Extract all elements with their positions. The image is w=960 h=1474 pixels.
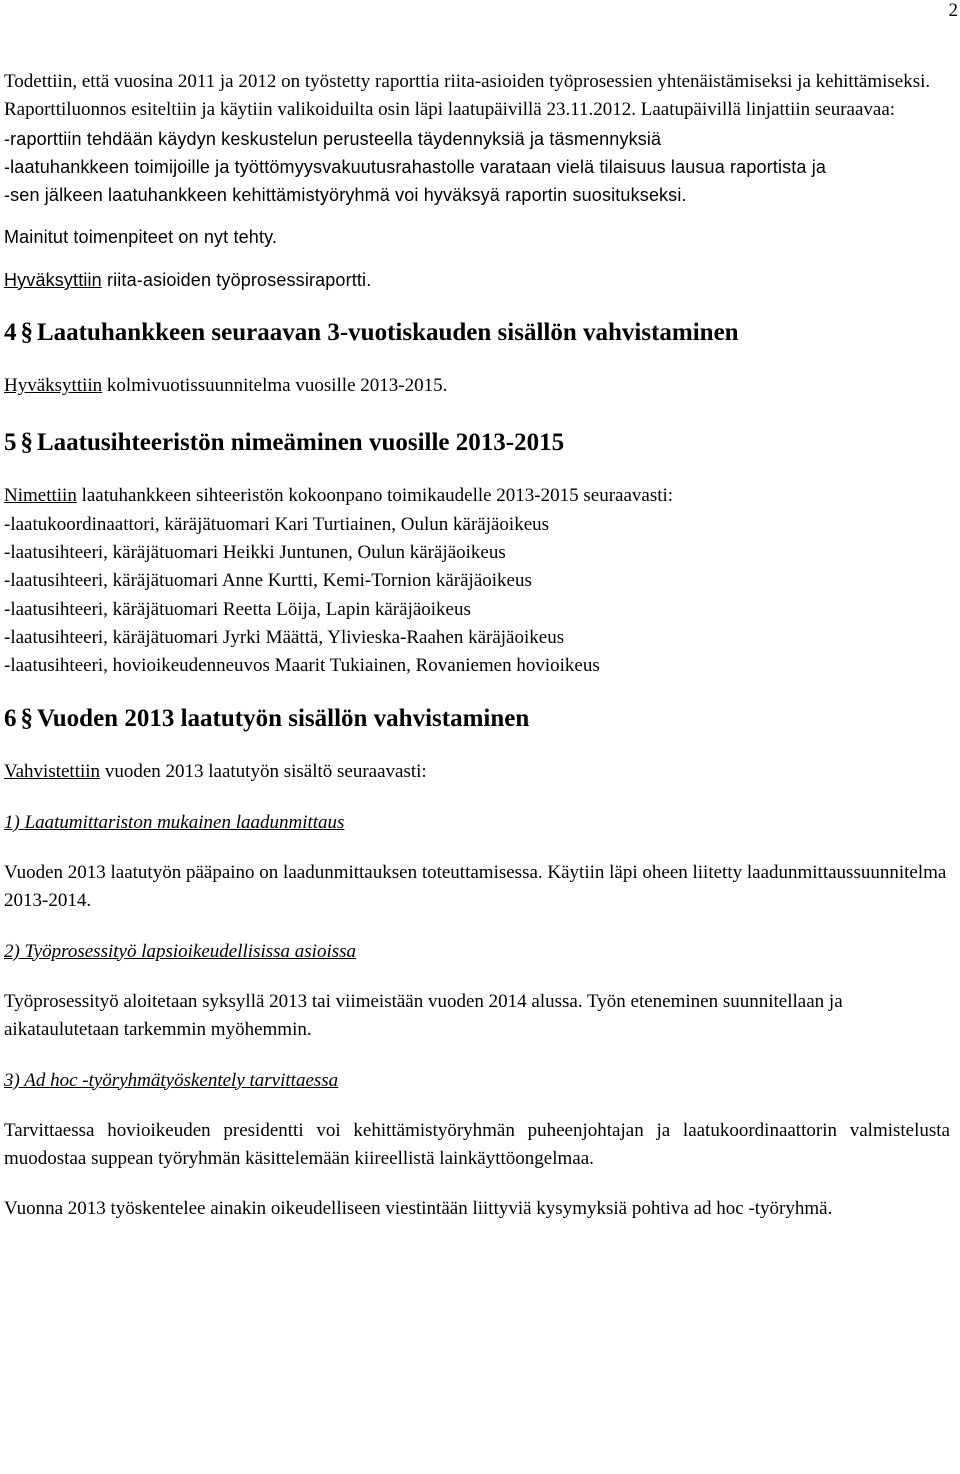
subsection-3-text-2: Vuonna 2013 työskentelee ainakin oikeudelliseen viestintään liittyviä kysymyksiä pohtiva ad hoc -työryhmä. bbox=[4, 1198, 833, 1220]
section-5-number: 5 bbox=[4, 429, 17, 457]
section-5-title: Laatusihteeristön nimeäminen vuosille 2013-2015 bbox=[37, 429, 565, 457]
section-6-rest: vuoden 2013 laatutyön sisältö seuraavasti: bbox=[100, 761, 427, 783]
subsection-1-title: 1) Laatumittariston mukainen laadunmittaus bbox=[4, 811, 345, 833]
intro-item-1: -raporttiin tehdään käydyn keskustelun perusteella täydennyksiä ja täsmennyksiä bbox=[4, 128, 662, 149]
section-4-title: Laatuhankkeen seuraavan 3-vuotiskauden sisällön vahvistaminen bbox=[37, 319, 739, 347]
section-5-heading bbox=[4, 426, 950, 460]
subsection-3-text: Tarvittaessa hovioikeuden presidentti voi kehittämistyöryhmän puheenjohtajan ja laatukoordinaattorin valmistelusta muodostaa suppean työryhmän käsittelemään kiireellistä lainkäyttöongelmaa. bbox=[4, 1119, 950, 1170]
intro-paragraph: Todettiin, että vuosina 2011 ja 2012 on työstetty raporttia riita-asioiden työprosessien yhtenäistämiseksi ja kehittämiseksi. Raporttiluonnos esiteltiin ja käytiin valikoiduilta osin läpi laatupäivillä 23.11.2012. Laatupäivillä linjattiin seuraavaa: bbox=[4, 71, 931, 121]
section-mark-6: § bbox=[20, 705, 33, 733]
list-item: -laatusihteeri, käräjätuomari Anne Kurtti, Kemi-Tornion käräjäoikeus bbox=[4, 570, 532, 592]
section-6-decision bbox=[4, 758, 950, 786]
approval-rest: riita-asioiden työprosessiraportti. bbox=[101, 269, 372, 290]
approval-line bbox=[4, 266, 950, 294]
intro-item-2: -laatuhankkeen toimijoille ja työttömyysvakuutusrahastolle varataan vielä tilaisuus lausua raportista ja bbox=[4, 156, 827, 177]
section-4-verb: Hyväksyttiin bbox=[4, 375, 103, 397]
secretariat-member-list bbox=[4, 511, 950, 681]
section-mark-4: § bbox=[20, 319, 33, 347]
subsection-3-title: 3) Ad hoc -työryhmätyöskentely tarvittaessa bbox=[4, 1069, 339, 1091]
approval-verb: Hyväksyttiin bbox=[4, 269, 102, 290]
list-item: -laatusihteeri, käräjätuomari Heikki Juntunen, Oulun käräjäoikeus bbox=[4, 541, 506, 563]
section-6-verb: Vahvistettiin bbox=[4, 761, 101, 783]
list-item: -laatusihteeri, käräjätuomari Jyrki Määttä, Ylivieska-Raahen käräjäoikeus bbox=[4, 626, 565, 648]
section-4-decision bbox=[4, 372, 950, 400]
intro-item-3: -sen jälkeen laatuhankkeen kehittämistyöryhmä voi hyväksyä raportin suositukseksi. bbox=[4, 185, 687, 206]
section-6-title: Vuoden 2013 laatutyön sisällön vahvistaminen bbox=[37, 705, 530, 733]
section-4-rest: kolmivuotissuunnitelma vuosille 2013-2015. bbox=[102, 375, 448, 397]
section-4-heading bbox=[4, 316, 950, 350]
section-6-heading bbox=[4, 702, 950, 736]
subsection-1-text: Vuoden 2013 laatutyön pääpaino on laadunmittauksen toteuttamisessa. Käytiin läpi oheen liitetty laadunmittaussuunnitelma 2013-2014. bbox=[4, 862, 947, 912]
list-item: -laatusihteeri, hovioikeudenneuvos Maarit Tukiainen, Rovaniemen hovioikeus bbox=[4, 655, 600, 677]
section-5-decision bbox=[4, 482, 950, 510]
page-number: 2 bbox=[948, 0, 958, 21]
section-5-rest: laatuhankkeen sihteeristön kokoonpano toimikaudelle 2013-2015 seuraavasti: bbox=[76, 485, 674, 507]
section-mark-5: § bbox=[20, 429, 33, 457]
document-body bbox=[4, 68, 950, 1224]
subsection-2-text: Työprosessityö aloitetaan syksyllä 2013 tai viimeistään vuoden 2014 alussa. Työn eteneminen suunnitellaan ja aikataulutetaan tarkemmin myöhemmin. bbox=[4, 990, 843, 1041]
list-item: -laatukoordinaattori, käräjätuomari Kari Turtiainen, Oulun käräjäoikeus bbox=[4, 513, 550, 535]
list-item: -laatusihteeri, käräjätuomari Reetta Löija, Lapin käräjäoikeus bbox=[4, 598, 471, 620]
section-4-number: 4 bbox=[4, 319, 17, 347]
section-6-number: 6 bbox=[4, 705, 17, 733]
subsection-2-title: 2) Työprosessityö lapsioikeudellisissa asioissa bbox=[4, 940, 357, 962]
done-note: Mainitut toimenpiteet on nyt tehty. bbox=[4, 227, 278, 248]
section-5-verb: Nimettiin bbox=[4, 485, 77, 507]
